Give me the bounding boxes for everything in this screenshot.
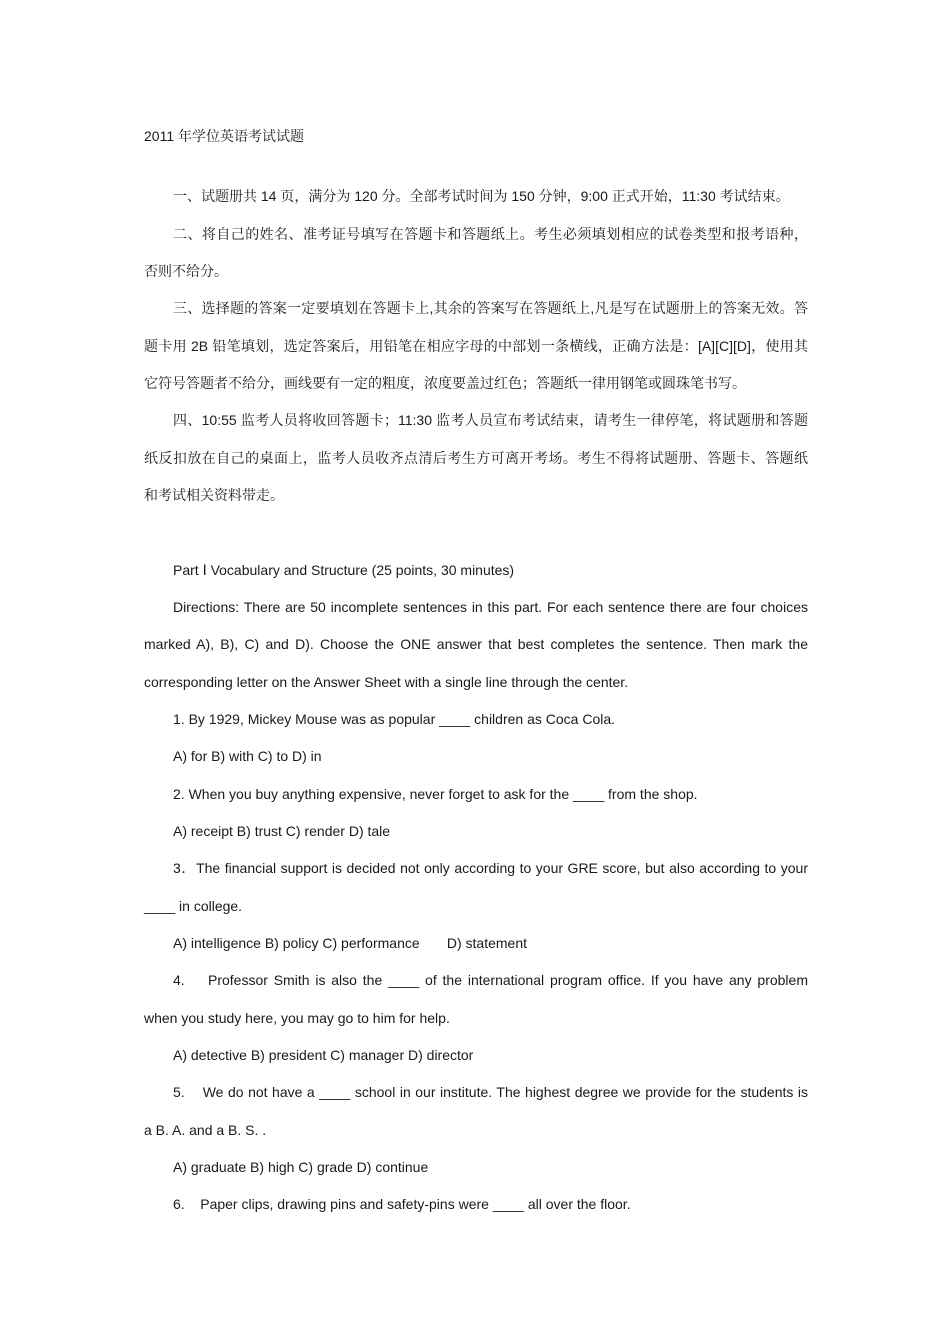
document-title: 2011 年学位英语考试试题: [144, 128, 304, 144]
directions-line-1: Directions: There are 50 incomplete sentences in this part. For each sentence there are four choices: [173, 599, 808, 615]
question-4-line-2: when you study here, you may go to him for help.: [144, 1010, 450, 1026]
question-5-line-1: 5. We do not have a ____ school in our institute. The highest degree we provide for the students is: [173, 1084, 808, 1100]
question-3-line-1: 3．The financial support is decided not only according to your GRE score, but also according to your: [173, 860, 808, 876]
question-3-line-2: ____ in college.: [144, 898, 243, 914]
instruction-3-line-3: 它符号答题者不给分，画线要有一定的粗度，浓度要盖过红色；答题纸一律用钢笔或圆珠笔书写。: [144, 375, 746, 391]
instruction-4-line-1: 四、10:55 监考人员将收回答题卡；11:30 监考人员宣布考试结束，请考生一律停笔，将试题册和答题: [173, 412, 808, 428]
instruction-1-line-1: 一、试题册共 14 页，满分为 120 分。全部考试时间为 150 分钟，9:00 正式开始，11:30 考试结束。: [173, 188, 790, 204]
part-heading: Part Ⅰ Vocabulary and Structure (25 points, 30 minutes): [173, 562, 515, 578]
directions-line-2: marked A), B), C) and D). Choose the ONE answer that best completes the sentence. Then mark the: [144, 636, 808, 652]
instruction-2-line-2: 否则不给分。: [144, 263, 228, 279]
question-4-line-1: 4. Professor Smith is also the ____ of the international program office. If you have any problem: [173, 972, 808, 988]
question-1-options: A) for B) with C) to D) in: [173, 748, 322, 764]
directions-line-3: corresponding letter on the Answer Sheet with a single line through the center.: [144, 674, 629, 690]
instruction-3-line-1: 三、选择题的答案一定要填划在答题卡上,其余的答案写在答题纸上,凡是写在试题册上的答案无效。答: [173, 300, 808, 316]
instruction-3-line-2: 题卡用 2B 铅笔填划，选定答案后，用铅笔在相应字母的中部划一条横线，正确方法是：[A][C][D]，使用其: [144, 338, 808, 354]
question-5-options: A) graduate B) high C) grade D) continue: [173, 1159, 429, 1175]
instruction-4-line-3: 和考试相关资料带走。: [144, 487, 284, 503]
question-4-options: A) detective B) president C) manager D) director: [173, 1047, 474, 1063]
question-2: 2. When you buy anything expensive, never forget to ask for the ____ from the shop.: [173, 786, 698, 802]
question-1: 1. By 1929, Mickey Mouse was as popular ____ children as Coca Cola.: [173, 711, 616, 727]
question-5-line-2: a B. A. and a B. S. .: [144, 1122, 267, 1138]
question-6: 6. Paper clips, drawing pins and safety-pins were ____ all over the floor.: [173, 1196, 631, 1212]
instruction-4-line-2: 纸反扣放在自己的桌面上，监考人员收齐点清后考生方可离开考场。考生不得将试题册、答题卡、答题纸: [144, 450, 808, 466]
instruction-2-line-1: 二、将自己的姓名、准考证号填写在答题卡和答题纸上。考生必须填划相应的试卷类型和报考语种，: [173, 226, 808, 242]
question-2-options: A) receipt B) trust C) render D) tale: [173, 823, 391, 839]
question-3-options: A) intelligence B) policy C) performance D) statement: [173, 935, 528, 951]
